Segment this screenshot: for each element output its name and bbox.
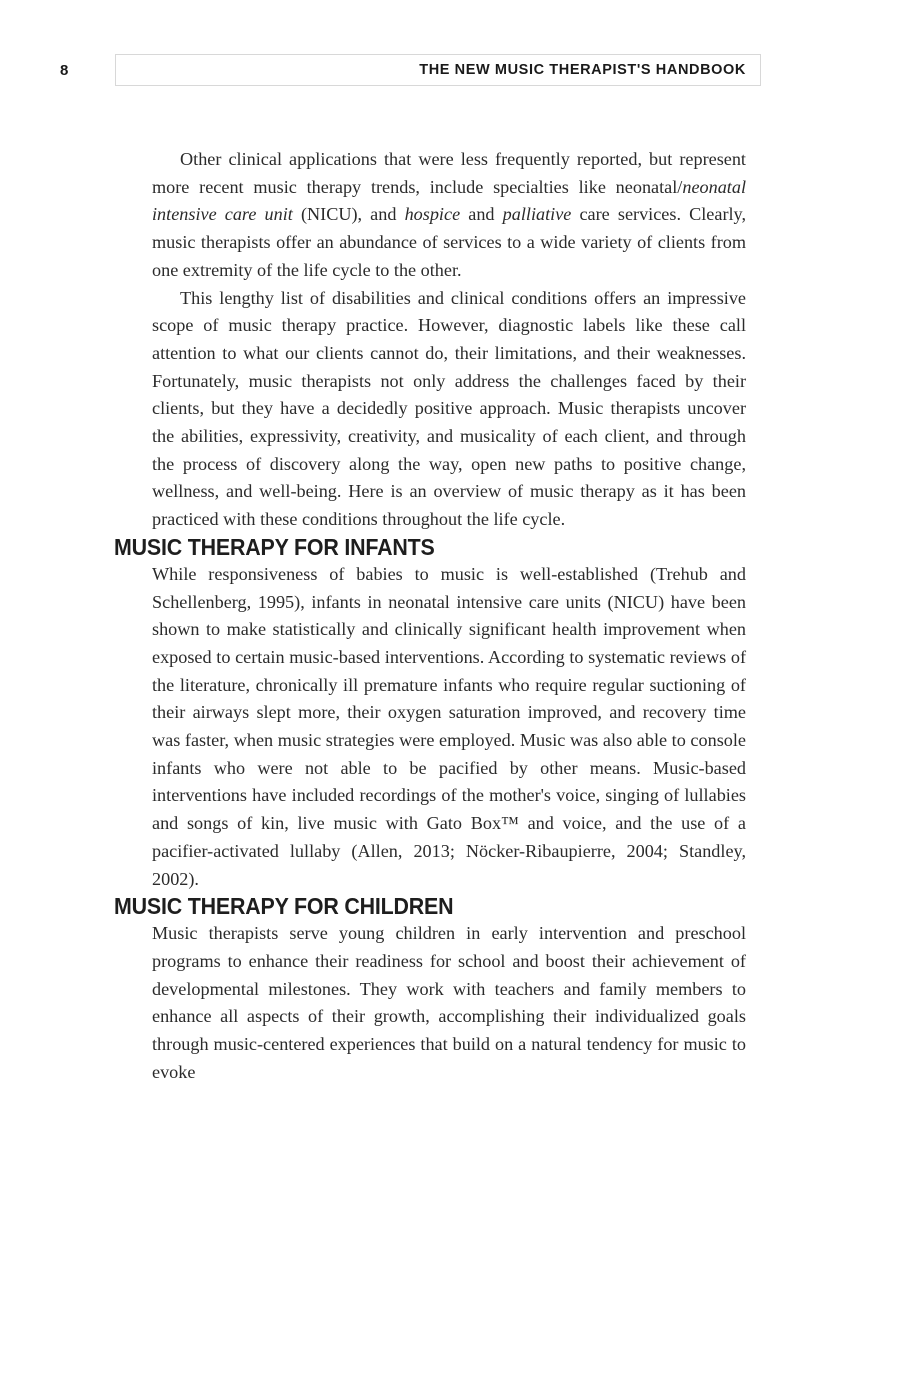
running-head [0, 54, 900, 90]
text-run: care services. Clearly, music therapists offer an abundance of services to a wide variety of clients from one extremity of the life cycle to the other. [152, 204, 747, 280]
page-number: 8 [60, 62, 69, 79]
running-title-box [115, 54, 761, 86]
text-run: and [460, 204, 503, 225]
italic-term-hospice: hospice [404, 204, 461, 225]
italic-term-palliative: palliative [502, 204, 572, 225]
section-heading-infants: MUSIC THERAPY FOR INFANTS [114, 533, 435, 560]
paragraph-infants: While responsiveness of babies to music is well-established (Trehub and Schellenberg, 1995), infants in neonatal intensive care units (NICU) have been shown to make statistically and clinically significant health improvement when exposed to certain music-based interventions. According to systematic reviews of the literature, chronically ill premature infants who require regular suctioning of their airways slept more, their oxygen saturation improved, and recovery time was faster, when music strategies were employed. Music was also able to console infants who were not able to be pacified by other means. Music-based interventions have included recordings of the mother's voice, singing of lullabies and songs of kin, live music with Gato Box™ and voice, and the use of a pacifier-activated lullaby (Allen, 2013; Nöcker-Ribaupierre, 2004; Standley, 2002). [152, 563, 746, 889]
text-run: Other clinical applications that were less frequently reported, but represent more recent music therapy trends, include specialties like neonatal/ [152, 149, 746, 197]
paragraph-clinical-applications [152, 146, 746, 285]
page-body [114, 146, 747, 1087]
running-title: THE NEW MUSIC THERAPIST'S HANDBOOK [419, 62, 746, 78]
section-heading-children: MUSIC THERAPY FOR CHILDREN [114, 893, 454, 920]
text-run: (NICU), and [292, 204, 405, 225]
paragraph-positive-approach: This lengthy list of disabilities and clinical conditions offers an impressive scope of music therapy practice. However, diagnostic labels like these call attention to what our clients cannot do, their limitations, and their weaknesses. Fortunately, music therapists not only address the challenges faced by their clients, but they have a decidedly positive approach. Music therapists uncover the abilities, expressivity, creativity, and musicality of each client, and through the process of discovery along the way, open new paths to positive change, wellness, and well-being. Here is an overview of music therapy as it has been practiced with these conditions throughout the life cycle. [152, 287, 746, 530]
italic-term-nicu: neonatal intensive care unit [152, 176, 746, 225]
paragraph-children: Music therapists serve young children in early intervention and preschool programs to enhance their readiness for school and boost their achievement of developmental milestones. They work with teachers and family members to enhance all aspects of their growth, accomplishing their individualized goals through music-centered experiences that build on a natural tendency for music to evoke [152, 923, 746, 1082]
